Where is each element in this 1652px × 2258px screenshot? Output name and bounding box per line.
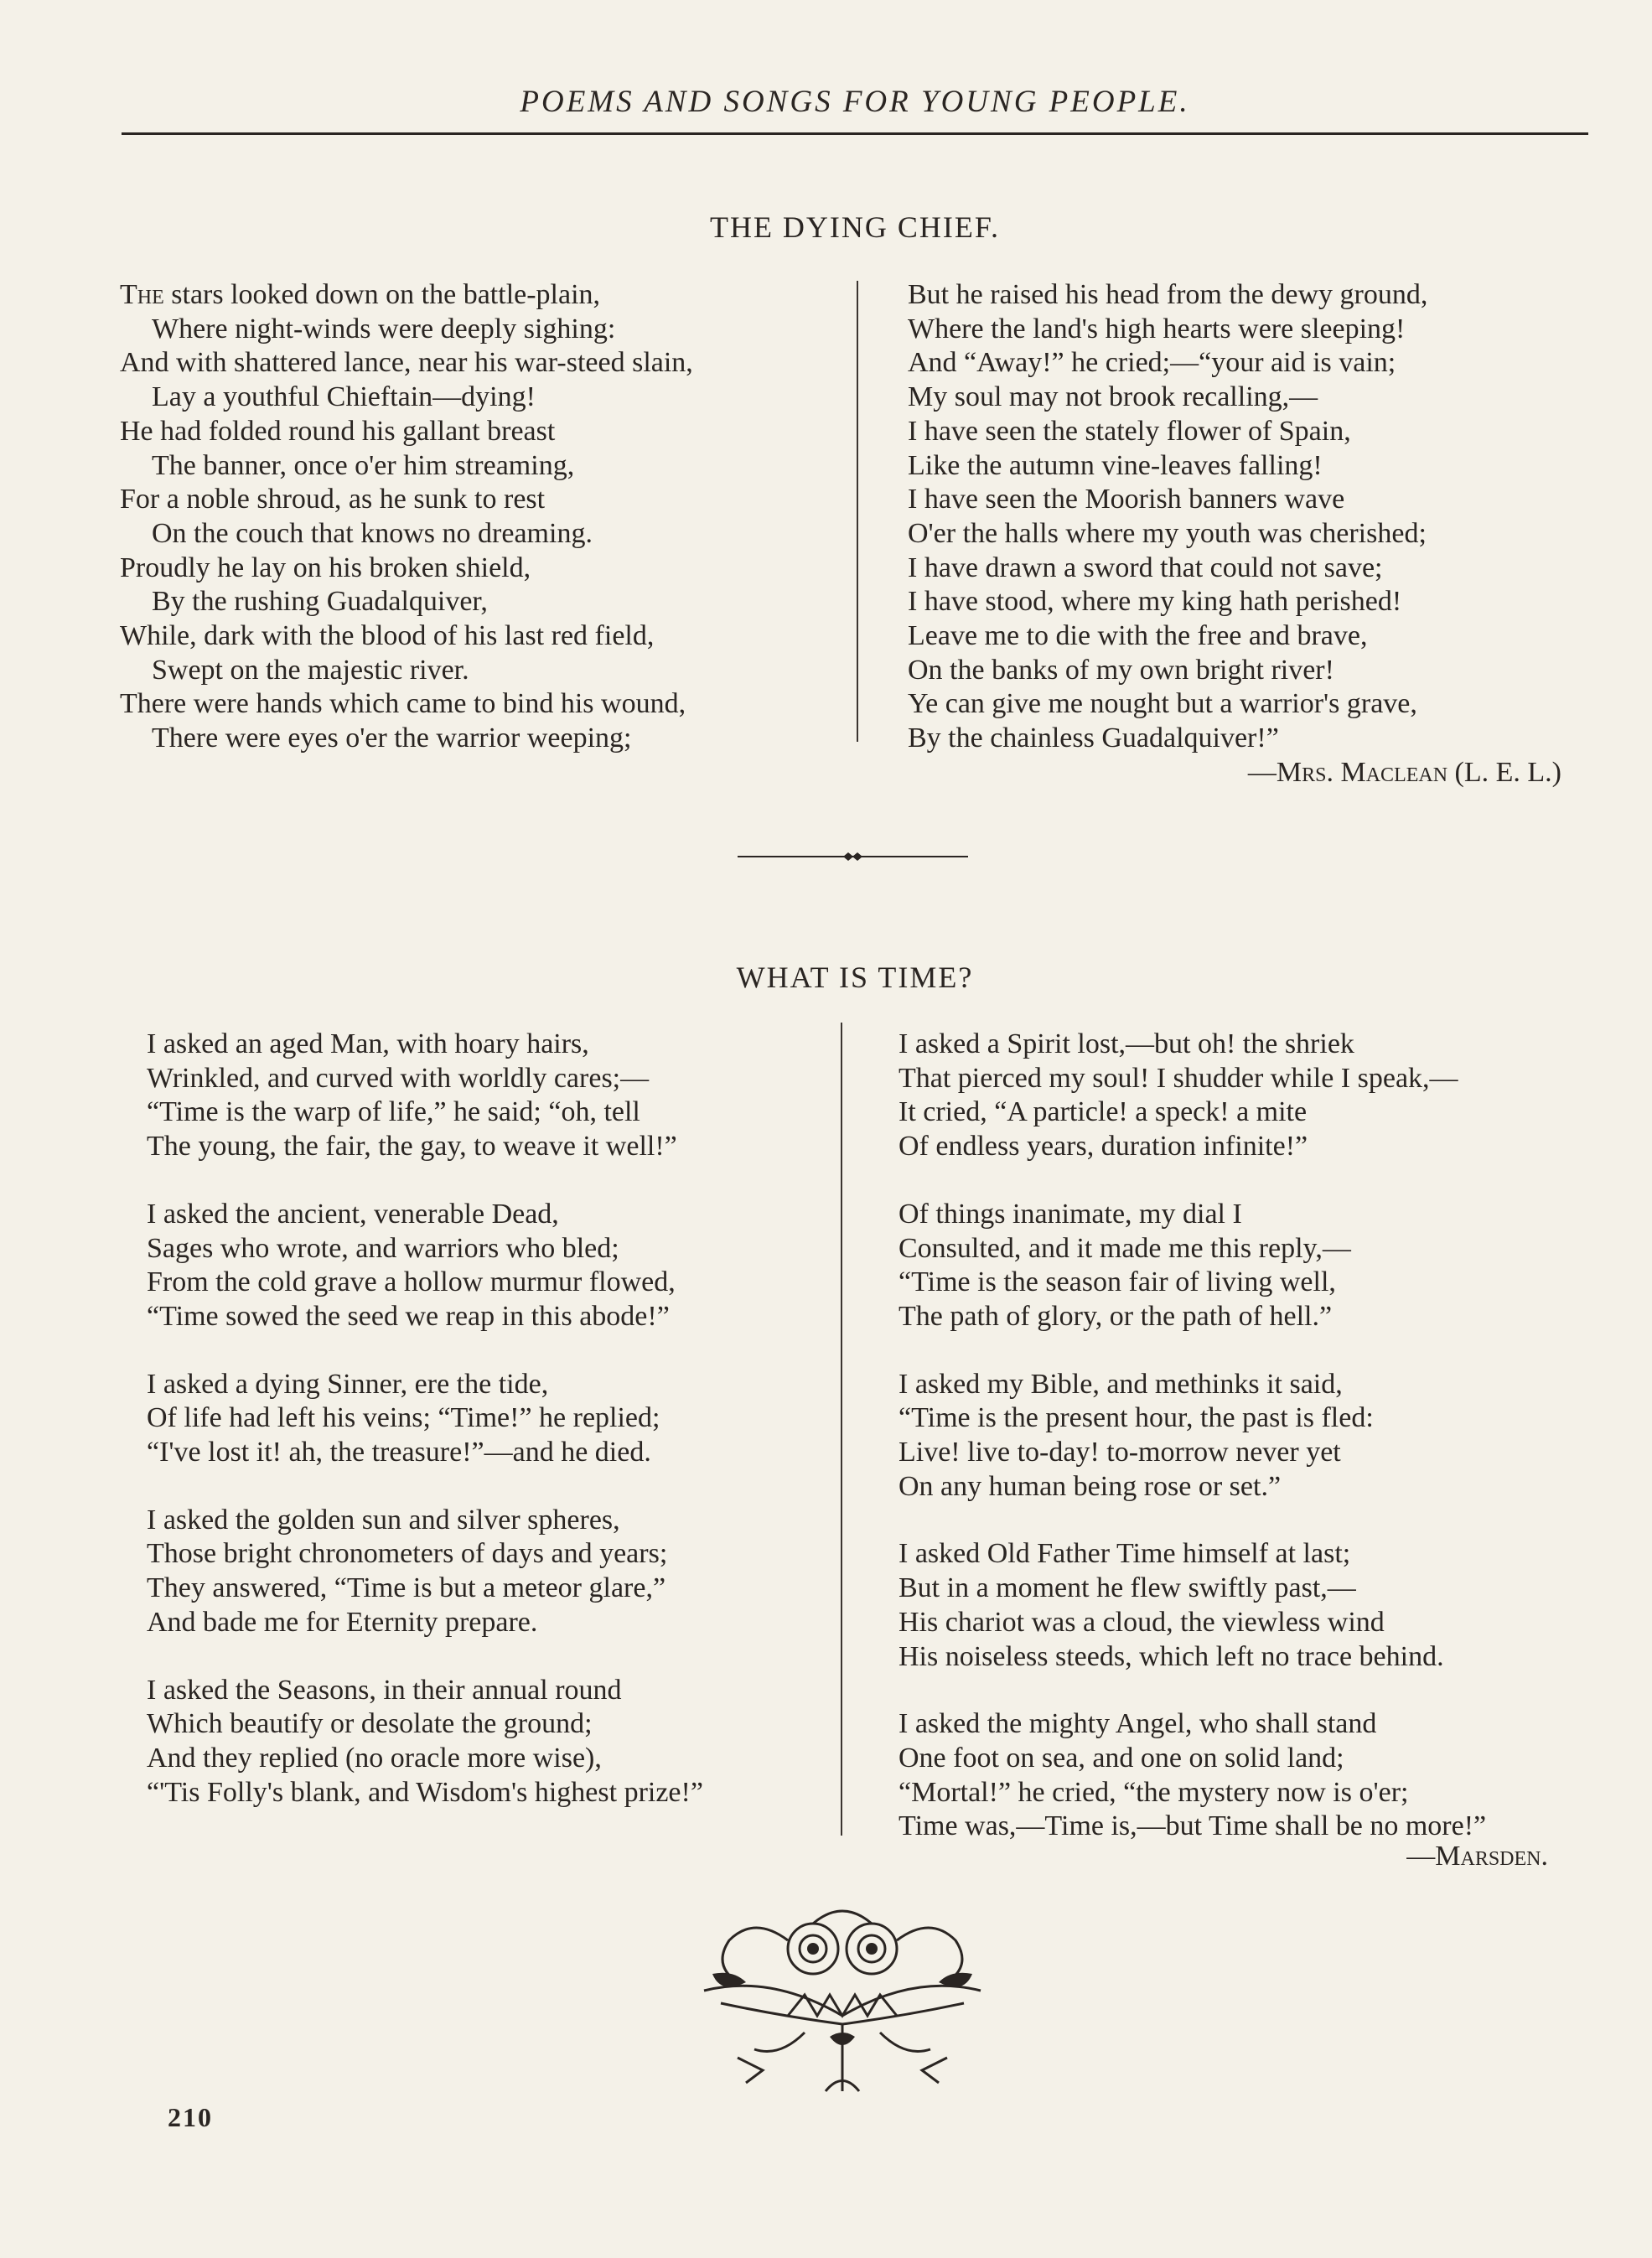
poem-line: The path of glory, or the path of hell.” [899, 1300, 1333, 1332]
poem-line-text: By the chainless Guadalquiver!” [908, 722, 1279, 754]
poem-line-text: But he raised his head from the dewy ground, [908, 279, 1428, 310]
poem-line: I asked the Seasons, in their annual round [147, 1674, 622, 1706]
poem-line-text: For a noble shroud, as he sunk to rest [120, 484, 546, 515]
ornament-rule [738, 851, 968, 862]
poem-line [120, 381, 857, 415]
poem-line: “Time sowed the seed we reap in this abode!” [147, 1300, 670, 1332]
poem-line-text: Proudly he lay on his broken shield, [120, 552, 531, 583]
stanza-gap [899, 1334, 1594, 1368]
poem-line-text: Where the land's high hearts were sleeping! [908, 313, 1406, 344]
poem-line [908, 722, 1587, 756]
poem1-attribution: —Mrs. Maclean (L. E. L.) [1247, 757, 1561, 788]
poem-line-text: And “Away!” he cried;—“your aid is vain; [908, 347, 1396, 379]
poem-line: From the cold grave a hollow murmur flowed, [147, 1266, 676, 1298]
poem-line: “Mortal!” he cried, “the mystery now is o'er; [899, 1776, 1409, 1808]
poem-line [908, 619, 1587, 654]
page-number: 210 [168, 2102, 213, 2132]
poem-line-text: On the couch that knows no dreaming. [152, 517, 593, 549]
poem-line [120, 585, 857, 619]
poem-line: I asked the mighty Angel, who shall stand [899, 1708, 1377, 1740]
poem-line [908, 654, 1587, 688]
poem-line [120, 654, 857, 688]
poem2-attribution: —Marsden. [1406, 1841, 1548, 1872]
poem2-right-column [899, 1028, 1594, 1844]
poem-line: It cried, “A particle! a speck! a mite [899, 1096, 1308, 1128]
poem-line: “'Tis Folly's blank, and Wisdom's highest prize!” [147, 1776, 703, 1808]
stanza-gap [147, 1470, 842, 1504]
poem-line [908, 346, 1587, 381]
poem-line [120, 449, 857, 484]
poem-line [908, 278, 1587, 313]
drop-word: The [120, 279, 164, 310]
column-divider [857, 281, 858, 742]
stanza-gap [147, 1334, 842, 1368]
header-rule [122, 132, 1588, 135]
poem-line-text: While, dark with the blood of his last red field, [120, 620, 655, 652]
stanza-gap [899, 1504, 1594, 1537]
stanza-gap [899, 1164, 1594, 1198]
poem-line: Of things inanimate, my dial I [899, 1198, 1242, 1230]
poem-line: Time was,—Time is,—but Time shall be no more!” [899, 1810, 1487, 1842]
poem-line: “I've lost it! ah, the treasure!”—and he died. [147, 1437, 651, 1468]
running-header: POEMS AND SONGS FOR YOUNG PEOPLE. [520, 85, 1190, 119]
poem-line: I asked the golden sun and silver spheres, [147, 1504, 620, 1536]
poem-line [908, 552, 1587, 586]
poem-line [908, 585, 1587, 619]
poem-title-what-is-time: WHAT IS TIME? [736, 961, 974, 994]
poem-line-text: My soul may not brook recalling,— [908, 381, 1318, 413]
poem-line-text: O'er the halls where my youth was cherished; [908, 517, 1427, 549]
poem-line [908, 381, 1587, 415]
poem-line-text: And with shattered lance, near his war-steed slain, [120, 347, 693, 379]
poem-line-text: There were hands which came to bind his wound, [120, 688, 686, 720]
poem-line-text: stars looked down on the battle-plain, [171, 279, 601, 310]
poem-line: Of endless years, duration infinite!” [899, 1131, 1308, 1163]
poem-title-dying-chief: THE DYING CHIEF. [709, 210, 1001, 244]
poem-line [908, 483, 1587, 517]
poem-line: Sages who wrote, and warriors who bled; [147, 1232, 619, 1264]
poem-line-text: I have seen the stately flower of Spain, [908, 415, 1351, 447]
poem-line [908, 313, 1587, 347]
poem-line-text: I have stood, where my king hath perished! [908, 586, 1402, 618]
poem-line: I asked an aged Man, with hoary hairs, [147, 1028, 589, 1059]
poem-line: And they replied (no oracle more wise), [147, 1742, 602, 1774]
poem-line [120, 415, 857, 449]
stanza-gap [147, 1640, 842, 1674]
poem-line: I asked my Bible, and methinks it said, [899, 1368, 1343, 1400]
poem-line: One foot on sea, and one on solid land; [899, 1742, 1344, 1774]
stanza-gap [899, 1674, 1594, 1707]
poem-line [120, 313, 857, 347]
poem-line: But in a moment he flew swiftly past,— [899, 1572, 1356, 1604]
poem-line [908, 517, 1587, 552]
poem1-left-column [120, 278, 857, 756]
poem-line-text: On the banks of my own bright river! [908, 654, 1334, 686]
poem-line: Live! live to-day! to-morrow never yet [899, 1437, 1341, 1468]
poem-line: His chariot was a cloud, the viewless wind [899, 1606, 1385, 1638]
poem-line [908, 415, 1587, 449]
poem-line: I asked Old Father Time himself at last; [899, 1538, 1351, 1570]
poem-line [908, 449, 1587, 484]
poem-line: Consulted, and it made me this reply,— [899, 1232, 1351, 1264]
column-divider [841, 1023, 842, 1836]
poem-line [120, 687, 857, 722]
poem-line-text: Swept on the majestic river. [152, 654, 469, 686]
poem-line: Wrinkled, and curved with worldly cares;— [147, 1062, 650, 1094]
poem-line-text: Like the autumn vine-leaves falling! [908, 449, 1323, 481]
poem-line-text: I have drawn a sword that could not save; [908, 552, 1383, 583]
poem-line-text: Ye can give me nought but a warrior's grave, [908, 688, 1417, 720]
floral-tailpiece-ornament [687, 1890, 997, 2100]
poem-line-text: By the rushing Guadalquiver, [152, 586, 488, 618]
poem-line [908, 687, 1587, 722]
poem-line-text: Lay a youthful Chieftain—dying! [152, 381, 536, 413]
poem-line: Those bright chronometers of days and years; [147, 1538, 668, 1570]
poem-line [120, 619, 857, 654]
poem-line-text: There were eyes o'er the warrior weeping; [152, 722, 632, 754]
poem-line [120, 722, 857, 756]
poem-line: And bade me for Eternity prepare. [147, 1606, 538, 1638]
poem-line: “Time is the present hour, the past is fled: [899, 1402, 1374, 1434]
poem-line: Which beautify or desolate the ground; [147, 1708, 593, 1740]
poem-line-text: Leave me to die with the free and brave, [908, 620, 1368, 652]
poem-line-text: The banner, once o'er him streaming, [152, 449, 575, 481]
poem-line-text: Where night-winds were deeply sighing: [152, 313, 616, 344]
poem-line: The young, the fair, the gay, to weave it well!” [147, 1131, 677, 1163]
poem-line: “Time is the season fair of living well, [899, 1266, 1336, 1298]
poem-line: They answered, “Time is but a meteor glare,” [147, 1572, 666, 1604]
poem-line-text: I have seen the Moorish banners wave [908, 484, 1345, 515]
poem-line [120, 483, 857, 517]
poem-line [120, 552, 857, 586]
poem-line: That pierced my soul! I shudder while I speak,— [899, 1062, 1458, 1094]
poem-line: Of life had left his veins; “Time!” he replied; [147, 1402, 660, 1434]
poem-line: I asked a dying Sinner, ere the tide, [147, 1368, 549, 1400]
poem-line: “Time is the warp of life,” he said; “oh, tell [147, 1096, 640, 1128]
poem2-left-column [147, 1028, 842, 1810]
poem-line [120, 278, 857, 313]
poem-line: I asked a Spirit lost,—but oh! the shriek [899, 1028, 1354, 1059]
stanza-gap [147, 1164, 842, 1198]
poem-line [120, 346, 857, 381]
poem-line: His noiseless steeds, which left no trace behind. [899, 1640, 1444, 1672]
poem-line: On any human being rose or set.” [899, 1470, 1282, 1502]
poem-line [120, 517, 857, 552]
poem1-right-column [908, 278, 1587, 756]
poem-line: I asked the ancient, venerable Dead, [147, 1198, 559, 1230]
poem-line-text: He had folded round his gallant breast [120, 415, 556, 447]
